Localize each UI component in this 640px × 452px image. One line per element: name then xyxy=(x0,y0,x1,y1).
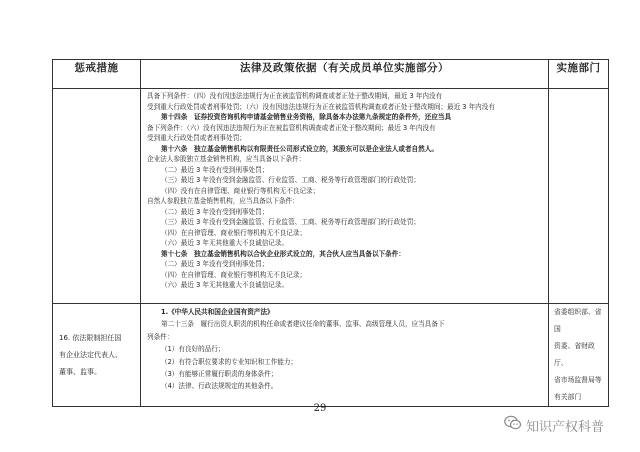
measure-text xyxy=(53,330,140,381)
department-line: 有关部门 xyxy=(554,393,582,401)
department-line: 省市场监督局等 xyxy=(554,376,602,384)
legal-basis-cell xyxy=(141,304,549,407)
text-line: （三）最近 3 年没有受到金融监管、行业监管、工商、税务等行政管理部门的行政处罚； xyxy=(161,176,420,184)
law-title: 1.《中华人民共和国企业国有资产法》 xyxy=(161,308,274,316)
text-line: （六）最近 3 年无其他重大不良诚信记录。 xyxy=(161,281,289,289)
department-cell xyxy=(549,304,609,407)
measure-cell-empty xyxy=(53,89,141,304)
article-heading: 第十六条 独立基金销售机构以有限责任公司形式设立的，其股东可以是企业法人或者自然人。 xyxy=(161,144,438,153)
text-line: （2）有符合职位要求的专业知识和工作能力； xyxy=(161,357,298,366)
watermark xyxy=(504,415,604,435)
article-heading: 第十四条 证券投资咨询机构申请基金销售业务资格，除具备本办法第九条规定的条件外，还应当具 xyxy=(161,113,452,121)
legal-text-block xyxy=(141,89,548,292)
legal-basis-cell xyxy=(141,89,549,304)
wechat-icon xyxy=(504,415,526,435)
text-line: （3）有能够正常履行职责的身体条件； xyxy=(161,370,278,379)
article-heading: 第十七条 独立基金销售机构以合伙企业形式设立的，其合伙人应当具备以下条件： xyxy=(161,249,405,258)
watermark-text: 知识产权科普 xyxy=(526,419,605,435)
text-line: 备下列条件：（六）没有因违法违规行为正在被监管机构调查或者正处于整改期间；最近 3 年内没有 xyxy=(147,123,436,132)
text-line: （1）有良好的品行； xyxy=(161,345,225,354)
header-legal-basis: 法律及政策依据（有关成员单位实施部分） xyxy=(141,60,549,89)
table-header-row xyxy=(53,60,609,89)
text-line: （六）最近 3 年无其他重大不良诚信记录。 xyxy=(161,239,289,247)
table-row xyxy=(53,304,609,407)
header-department: 实施部门 xyxy=(549,60,609,89)
article-text: 第二十三条 履行出资人职责的机构任命或者建议任命的董事、监事、高级管理人员，应当具备下 xyxy=(161,320,445,329)
measure-line: 16. 依法限制担任国 xyxy=(59,333,122,342)
department-line: 资委、省财政厅、 xyxy=(554,342,595,367)
text-line: （三）最近 3 年没有受到金融监管、行业监管、工商、税务等行政管理部门的行政处罚； xyxy=(161,218,420,226)
measure-line: 有企业法定代表人、 xyxy=(59,350,122,359)
text-line: （4）法律、行政法规规定的其他条件。 xyxy=(161,382,278,391)
text-line: 受到重大行政处罚或者刑事处罚； xyxy=(147,134,246,142)
page-number: 29 xyxy=(313,403,327,414)
department-text xyxy=(549,304,608,406)
text-line: 列条件： xyxy=(147,332,174,341)
table-row xyxy=(53,89,609,304)
text-line: （四）在自律管理、商业银行等机构无不良记录； xyxy=(161,270,307,279)
text-line: （四）没有在自律管理、商业银行等机构无不良记录； xyxy=(161,186,320,195)
department-line: 省委组织部、省国 xyxy=(554,308,602,333)
policy-table xyxy=(52,59,609,407)
measure-line: 董事、监事。 xyxy=(59,367,101,376)
text-line: 自然人参股独立基金销售机构，应当具备以下条件： xyxy=(147,197,299,205)
text-line: 受到重大行政处罚或者刑事处罚；（六）没有因违法违规行为正在被监管机构调查或者正处于整改期间；最近 3 年内没有 xyxy=(147,102,495,111)
measure-cell xyxy=(53,304,141,407)
text-line: （二）最近 3 年没有受到刑事处罚； xyxy=(161,207,269,216)
text-line: （二）最近 3 年没有受到刑事处罚； xyxy=(161,260,269,268)
department-cell-empty xyxy=(549,89,609,304)
header-measures: 惩戒措施 xyxy=(53,60,141,89)
text-line: （四）在自律管理、商业银行等机构无不良记录； xyxy=(161,228,307,237)
text-line: 企业法人参股独立基金销售机构，应当具备以下条件： xyxy=(147,155,306,163)
legal-text-block xyxy=(141,304,548,394)
text-line: 具备下列条件：（四）没有因违法违规行为正在被监管机构调查或者正处于整改期间，最近 3 年内没有 xyxy=(147,92,443,100)
text-line: （二）最近 3 年没有受到刑事处罚； xyxy=(161,165,269,174)
